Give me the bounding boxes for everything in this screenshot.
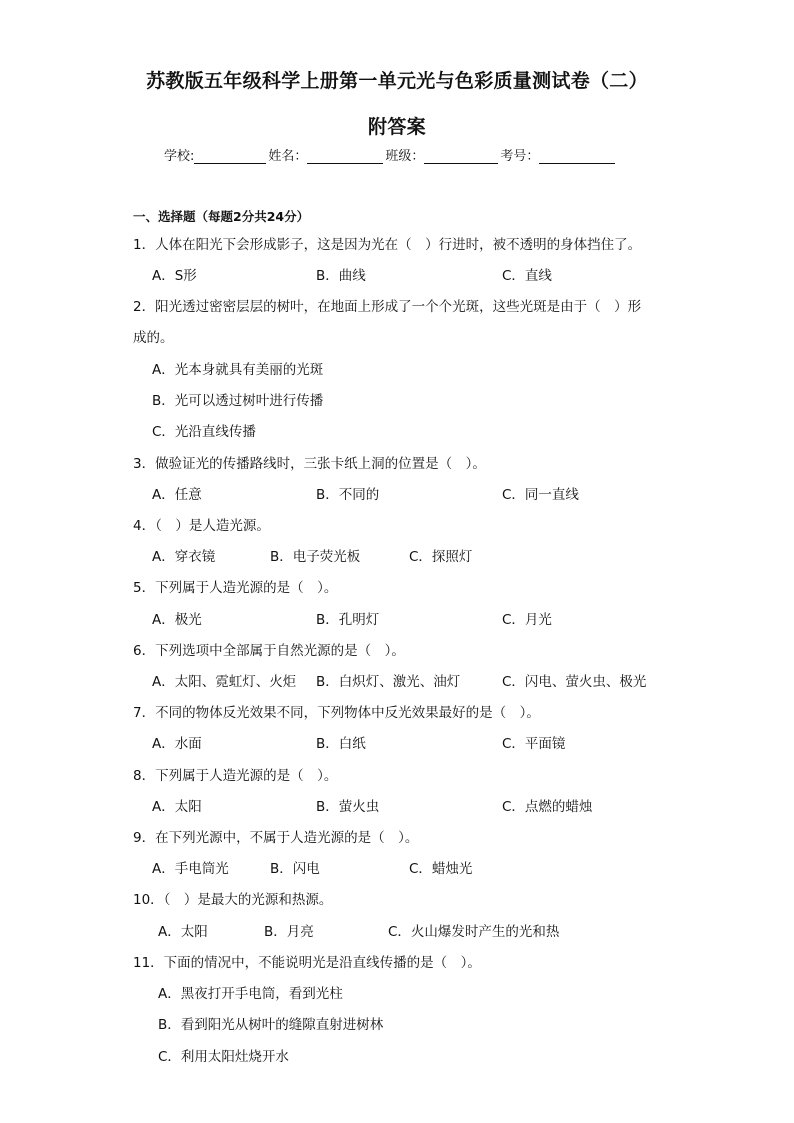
option-b[interactable]: B．曲线 [316, 268, 366, 284]
question-stem: 5．下列属于人造光源的是（ ）。 [133, 580, 338, 596]
option-b[interactable]: B．闪电 [270, 861, 320, 877]
question-stem: 11．下面的情况中，不能说明光是沿直线传播的是（ ）。 [133, 955, 481, 971]
option-b[interactable]: B．光可以透过树叶进行传播 [152, 393, 324, 409]
question-stem: 2．阳光透过密密层层的树叶，在地面上形成了一个个光斑，这些光斑是由于（ ）形 [133, 299, 642, 315]
option-c[interactable]: C．同一直线 [502, 487, 579, 503]
option-c[interactable]: C．月光 [502, 612, 552, 628]
option-a[interactable]: A．穿衣镜 [152, 549, 216, 565]
option-c[interactable]: C．点燃的蜡烛 [502, 799, 593, 815]
school-label: 学校: [164, 149, 195, 164]
option-a[interactable]: A．S形 [152, 268, 197, 284]
option-a[interactable]: A．水面 [152, 736, 202, 752]
question-stem: 10．（ ）是最大的光源和热源。 [133, 892, 333, 908]
name-field[interactable] [307, 149, 383, 164]
option-c[interactable]: C．闪电、萤火虫、极光 [502, 674, 647, 690]
class-field[interactable] [424, 149, 498, 164]
page-title: 苏教版五年级科学上册第一单元光与色彩质量测试卷（二） [146, 70, 648, 92]
question-stem: 9．在下列光源中，不属于人造光源的是（ ）。 [133, 830, 419, 846]
option-b[interactable]: B．白炽灯、激光、油灯 [316, 674, 461, 690]
question-stem: 8．下列属于人造光源的是（ ）。 [133, 768, 338, 784]
option-b[interactable]: B．不同的 [316, 487, 380, 503]
option-c[interactable]: C．利用太阳灶烧开水 [158, 1049, 289, 1065]
class-label: 班级： [385, 149, 425, 164]
option-a[interactable]: A．任意 [152, 487, 202, 503]
question-stem: 6．下列选项中全部属于自然光源的是（ ）。 [133, 643, 405, 659]
option-b[interactable]: B．萤火虫 [316, 799, 380, 815]
question-stem: 3．做验证光的传播路线时，三张卡纸上洞的位置是（ ）。 [133, 456, 486, 472]
student-info-row [164, 145, 617, 164]
option-a[interactable]: A．太阳 [152, 799, 202, 815]
option-a[interactable]: A．极光 [152, 612, 202, 628]
option-a[interactable]: A．光本身就具有美丽的光斑 [152, 362, 324, 378]
option-a[interactable]: A．黑夜打开手电筒，看到光柱 [158, 986, 343, 1002]
option-a[interactable]: A．太阳、霓虹灯、火炬 [152, 674, 297, 690]
option-a[interactable]: A．手电筒光 [152, 861, 229, 877]
section-title: 一、选择题（每题2分共24分） [133, 209, 310, 224]
option-b[interactable]: B．孔明灯 [316, 612, 380, 628]
option-c[interactable]: C．平面镜 [502, 736, 566, 752]
option-c[interactable]: C．蜡烛光 [409, 861, 473, 877]
question-stem: 1．人体在阳光下会形成影子，这是因为光在（ ）行进时，被不透明的身体挡住了。 [133, 237, 642, 253]
option-b[interactable]: B．看到阳光从树叶的缝隙直射进树林 [158, 1017, 384, 1033]
page-subtitle: 附答案 [368, 116, 426, 138]
exam-number-field[interactable] [539, 149, 615, 164]
option-c[interactable]: C．光沿直线传播 [152, 424, 256, 440]
question-stem: 4．（ ）是人造光源。 [133, 518, 270, 534]
option-c[interactable]: C．直线 [502, 268, 552, 284]
option-c[interactable]: C．探照灯 [409, 549, 473, 565]
school-field[interactable] [194, 149, 266, 164]
option-b[interactable]: B．白纸 [316, 736, 366, 752]
option-c[interactable]: C．火山爆发时产生的光和热 [388, 924, 560, 940]
exam-number-label: 考号： [500, 149, 540, 164]
option-a[interactable]: A．太阳 [158, 924, 208, 940]
option-b[interactable]: B．电子荧光板 [270, 549, 361, 565]
question-stem-continued: 成的。 [133, 330, 174, 346]
option-b[interactable]: B．月亮 [264, 924, 314, 940]
question-stem: 7．不同的物体反光效果不同，下列物体中反光效果最好的是（ ）。 [133, 705, 540, 721]
name-label: 姓名： [268, 149, 308, 164]
